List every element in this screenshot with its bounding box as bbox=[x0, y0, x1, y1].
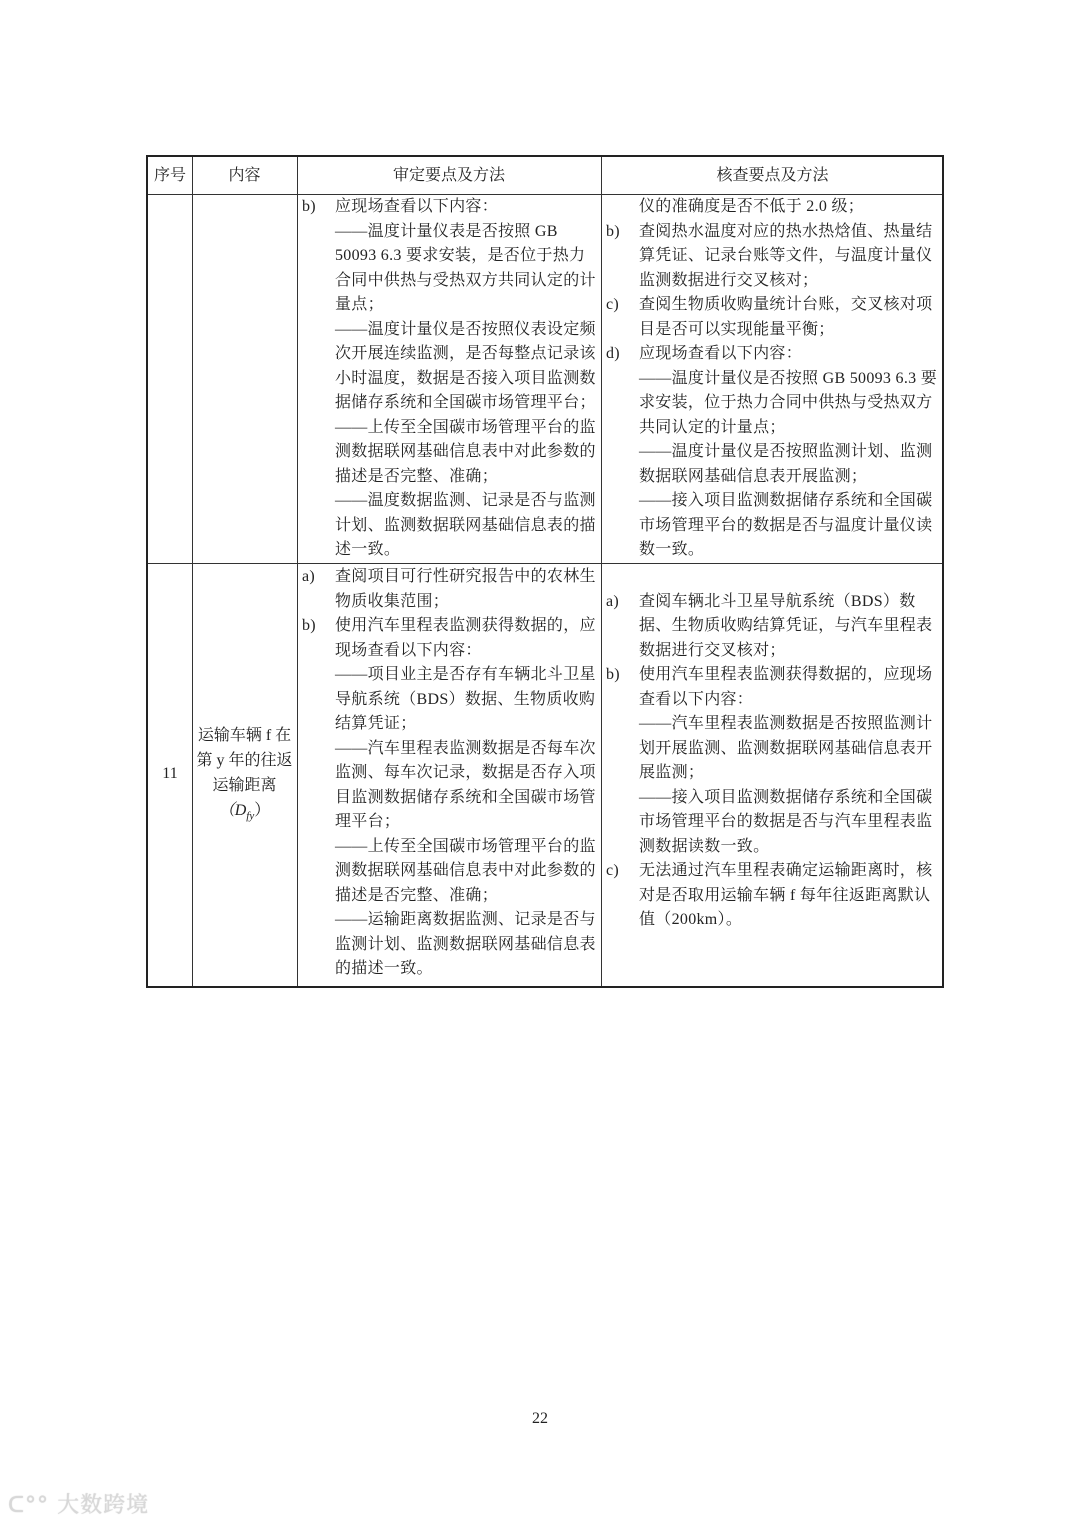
line-text: 测数据联网基础信息表中对此参数的 bbox=[335, 443, 596, 460]
line-text: 描述是否完整、准确； bbox=[335, 467, 499, 485]
line-text: ——接入项目监测数据储存系统和全国碳 bbox=[639, 492, 933, 509]
line-text: ——项目业主是否存有车辆北斗卫星 bbox=[335, 666, 596, 683]
line-text: 无法通过汽车里程表确定运输距离时，核 bbox=[639, 862, 933, 879]
line-text: 应现场查看以下内容： bbox=[639, 345, 803, 362]
line-text: 数据进行交叉核对； bbox=[639, 641, 786, 659]
line-text: ——汽车里程表监测数据是否每车次 bbox=[335, 739, 596, 757]
line-text: 查阅生物质收购量统计台账，交叉核对项 bbox=[639, 296, 933, 313]
line-text: 测数据读数一致。 bbox=[639, 837, 770, 855]
content-line: 运输车辆 f 在 bbox=[197, 727, 292, 744]
line-text: ——接入项目监测数据储存系统和全国碳 bbox=[639, 788, 933, 806]
line-text: 使用汽车里程表监测获得数据的，应 bbox=[335, 617, 596, 634]
row-2-content bbox=[192, 723, 297, 829]
list-marker: b) bbox=[606, 222, 620, 240]
line-text: 展监测； bbox=[639, 764, 705, 781]
list-marker: c) bbox=[606, 296, 620, 313]
line-text: ——温度计量仪是否按照监测计划、监测 bbox=[639, 443, 933, 460]
line-text: 查阅热水温度对应的热水热焓值、热量结 bbox=[639, 222, 933, 240]
line-text: 目是否可以实现能量平衡； bbox=[639, 320, 835, 338]
column-divider bbox=[601, 157, 602, 986]
line-text: ——温度计量仪是否按照仪表设定频 bbox=[335, 320, 596, 338]
line-text: 监测、每车次记录，数据是否存入项 bbox=[335, 764, 596, 781]
line-text: 仪的准确度是否不低于 2.0 级； bbox=[639, 198, 865, 215]
line-text: 50093 6.3 要求安装，是否位于热力 bbox=[335, 247, 586, 264]
list-marker: b) bbox=[302, 198, 316, 215]
line-text: 监测数据进行交叉核对； bbox=[639, 271, 819, 289]
line-text: 使用汽车里程表监测获得数据的，应现场 bbox=[639, 666, 933, 683]
line-text: 导航系统（BDS）数据、生物质收购 bbox=[335, 690, 596, 708]
line-text: ——上传至全国碳市场管理平台的监 bbox=[335, 418, 596, 436]
header-review: 审定要点及方法 bbox=[392, 167, 505, 184]
line-text: ——温度计量仪表是否按照 GB bbox=[335, 222, 558, 240]
watermark-text: 大数跨境 bbox=[57, 1493, 150, 1518]
row-divider bbox=[148, 563, 942, 564]
list-marker: c) bbox=[606, 862, 620, 879]
line-text: 查阅项目可行性研究报告中的农林生 bbox=[335, 568, 596, 585]
line-text: 物质收集范围； bbox=[335, 592, 450, 610]
line-text: 计划、监测数据联网基础信息表的描 bbox=[335, 516, 596, 534]
line-text: 划开展监测、监测数据联网基础信息表开 bbox=[639, 739, 933, 757]
line-text: 数一致。 bbox=[639, 541, 705, 558]
list-marker: a) bbox=[606, 592, 620, 610]
line-text: 查阅车辆北斗卫星导航系统（BDS）数 bbox=[639, 592, 916, 610]
line-text: 查看以下内容： bbox=[639, 690, 754, 708]
line-text: 数据联网基础信息表开展监测； bbox=[639, 467, 868, 485]
content-line bbox=[192, 798, 297, 829]
line-text: 应现场查看以下内容： bbox=[335, 198, 499, 215]
content-line: 第 y 年的往返 bbox=[196, 752, 293, 769]
line-text: 据、生物质收购结算凭证，与汽车里程表 bbox=[639, 617, 933, 634]
line-text: ——温度计量仪是否按照 GB 50093 6.3 要 bbox=[639, 369, 938, 387]
review-table bbox=[146, 155, 944, 988]
line-text: 共同认定的计量点； bbox=[639, 418, 786, 436]
line-text: 监测计划、监测数据联网基础信息表 bbox=[335, 935, 596, 953]
line-text: 述一致。 bbox=[335, 541, 401, 558]
page-number: 22 bbox=[532, 1410, 548, 1427]
header-verify: 核查要点及方法 bbox=[716, 167, 829, 184]
symbol-subscript: fy bbox=[246, 810, 255, 823]
line-text: 次开展连续监测，是否每整点记录该 bbox=[335, 345, 596, 362]
column-divider bbox=[297, 157, 298, 986]
symbol-close: ） bbox=[254, 802, 271, 819]
line-text: ——运输距离数据监测、记录是否与 bbox=[335, 911, 596, 928]
symbol: （D bbox=[218, 802, 247, 819]
line-text: 理平台； bbox=[335, 813, 401, 830]
line-text: 测数据联网基础信息表中对此参数的 bbox=[335, 862, 596, 879]
header-content: 内容 bbox=[228, 167, 261, 184]
list-marker: a) bbox=[302, 568, 316, 585]
line-text: 合同中供热与受热双方共同认定的计 bbox=[335, 271, 596, 289]
line-text: ——汽车里程表监测数据是否按照监测计 bbox=[639, 715, 933, 732]
line-text: 现场查看以下内容： bbox=[335, 641, 482, 659]
line-text: 量点； bbox=[335, 296, 384, 313]
column-divider bbox=[192, 157, 193, 986]
line-text: 结算凭证； bbox=[335, 715, 417, 732]
watermark-logo: ᑕ°° 大数跨境 bbox=[8, 1493, 150, 1518]
line-text: 的描述一致。 bbox=[335, 960, 433, 977]
line-text: 对是否取用运输车辆 f 每年往返距离默认 bbox=[639, 886, 931, 904]
line-text: 描述是否完整、准确； bbox=[335, 886, 499, 904]
line-text: 求安装，位于热力合同中供热与受热双方 bbox=[639, 394, 933, 411]
line-text: 市场管理平台的数据是否与温度计量仪读 bbox=[639, 516, 933, 534]
line-text: 市场管理平台的数据是否与汽车里程表监 bbox=[639, 813, 933, 830]
line-text: 算凭证、记录台账等文件，与温度计量仪 bbox=[639, 247, 933, 264]
list-marker: b) bbox=[606, 666, 620, 683]
row-2-number: 11 bbox=[162, 765, 178, 782]
line-text: 小时温度，数据是否接入项目监测数 bbox=[335, 369, 596, 387]
line-text: 据储存系统和全国碳市场管理平台； bbox=[335, 394, 596, 411]
line-text: ——温度数据监测、记录是否与监测 bbox=[335, 492, 596, 509]
line-text: 目监测数据储存系统和全国碳市场管 bbox=[335, 788, 596, 806]
line-text: ——上传至全国碳市场管理平台的监 bbox=[335, 837, 596, 855]
list-marker: d) bbox=[606, 345, 620, 362]
list-marker: b) bbox=[302, 617, 316, 634]
header-no: 序号 bbox=[153, 167, 186, 184]
line-text: 值（200km）。 bbox=[639, 911, 743, 928]
content-line: 运输距离 bbox=[212, 777, 277, 794]
